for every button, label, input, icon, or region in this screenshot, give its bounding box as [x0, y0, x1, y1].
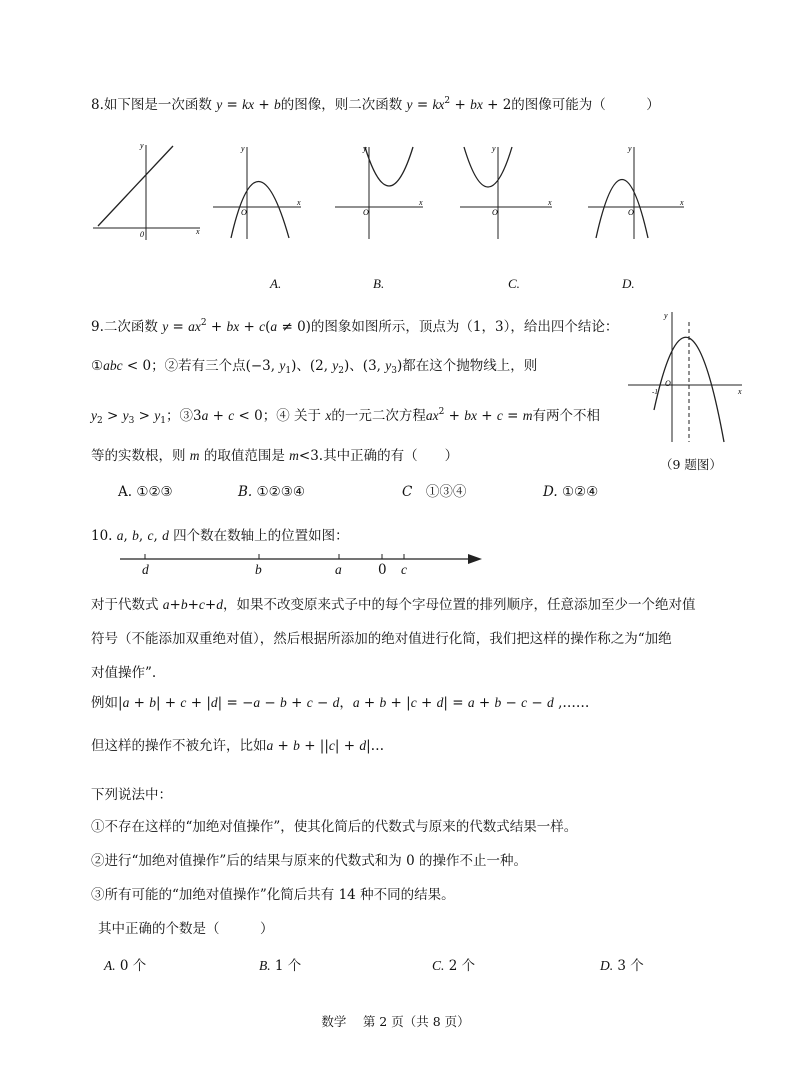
q10-para-1: 对于代数式 a+b+c+d，如果不改变原来式子中的每个字母位置的排列顺序，任意添加至少一个绝对值 [91, 597, 696, 613]
q9-text-1: 二次函数 [103, 319, 158, 335]
q10-number: 10. [91, 528, 113, 544]
q9-line-2: ①abc < 0；②若有三个点(−3, $y_1$)、(2, $y_2$)、(3, $y_3$)都在这个抛物线上，则 [91, 358, 538, 376]
page-footer: 数学 第 2 页（共 8 页） [321, 1014, 470, 1029]
q10-option-b-text: 1 个 [274, 958, 302, 974]
svg-text:y: y [241, 144, 245, 153]
q10-ex-prefix: 例如 [91, 695, 118, 711]
q9-caption: （9 题图） [660, 457, 722, 472]
q10-statement-3: ③所有可能的“加绝对值操作”化简后共有 14 种不同的结果。 [91, 887, 455, 903]
q9-option-d-text: ①②④ [561, 484, 599, 500]
q10-option-a-label: A. [104, 958, 116, 973]
q8-number: 8. [91, 97, 104, 113]
q10-number-line [120, 550, 485, 580]
q8-graph-d [588, 143, 688, 243]
q8-text-2: 的图像，则二次函数 [280, 97, 403, 113]
q10-text-1: 四个数在数轴上的位置如图： [173, 528, 349, 544]
q10-option-d-text: 3 个 [617, 958, 644, 974]
q10-para-3: 对值操作”. [91, 665, 157, 681]
q10-but: 但这样的操作不被允许，比如 [91, 738, 267, 754]
q10-p1b: ，如果不改变原来式子中的每个字母位置的排列顺序，任意添加至少一个绝对值 [222, 597, 696, 613]
q9-l4: 等的实数根，则 [91, 448, 186, 464]
q9-text-2: 的图象如图所示，顶点为（1，3），给出四个结论： [310, 319, 619, 335]
svg-text:x: x [738, 387, 742, 396]
q9-line-4: 等的实数根，则 m 的取值范围是 m<3.其中正确的有（ ） [91, 448, 459, 464]
svg-text:O: O [628, 208, 634, 217]
q10-option-c-text: 2 个 [448, 958, 476, 974]
q9-l3b: ；④ 关于 [262, 408, 322, 424]
q10-option-c [432, 957, 475, 975]
q9-option-d [543, 483, 598, 501]
svg-text:x: x [680, 198, 684, 207]
q8-graph-a [213, 143, 313, 243]
q9-l2a: ① [91, 358, 104, 374]
q9-option-d-label: D. [543, 484, 558, 500]
q9-option-c [402, 483, 466, 501]
svg-text:x: x [419, 198, 423, 207]
svg-text:x: x [548, 198, 552, 207]
q10-counterexample: 但这样的操作不被允许，比如a + b + ||c| + d|… [91, 738, 385, 754]
q10-option-a-text: 0 个 [119, 958, 147, 974]
axis-label-zero: 0 [378, 562, 387, 578]
q8-text-1: 如下图是一次函数 [103, 97, 212, 113]
q10-option-b [259, 957, 301, 975]
axis-label-b: b [255, 562, 262, 577]
q10-option-d-label: D. [600, 958, 614, 973]
q10-stem: 10. a, b, c, d 四个数在数轴上的位置如图： [91, 528, 349, 544]
svg-text:0: 0 [140, 230, 144, 239]
axis-label-c: c [401, 562, 407, 577]
svg-text:O: O [363, 208, 369, 217]
q10-para-2: 符号（不能添加双重绝对值），然后根据所添加的绝对值进行化简，我们把这样的操作称之为“加绝 [91, 631, 672, 647]
q9-number: 9. [91, 319, 104, 335]
svg-text:O: O [241, 208, 247, 217]
q8-text-3: 的图像可能为（ ） [511, 97, 660, 113]
q10-p1a: 对于代数式 [91, 597, 159, 613]
svg-text:y: y [492, 144, 496, 153]
svg-text:O: O [492, 208, 498, 217]
svg-text:y: y [664, 311, 668, 320]
q8-option-a-label: A. [270, 276, 282, 291]
q9-option-c-label: C [402, 484, 413, 500]
q10-option-c-label: C. [432, 958, 445, 973]
q9-l2c: 都在这个抛物线上，则 [402, 358, 538, 374]
q10-statement-1: ①不存在这样的“加绝对值操作”，使其化简后的代数式与原来的代数式结果一样。 [91, 819, 578, 835]
q9-option-b-text: ①②③④ [256, 484, 305, 500]
q9-l3a: ；③ [166, 408, 194, 424]
q10-example: 例如|a + b| + c + |d| = −a − b + c − d，a + b + |c + d| = a + b − c − d ,…… [91, 695, 590, 711]
q9-option-a [118, 483, 173, 501]
q8-linear-graph [88, 140, 208, 245]
svg-text:x: x [196, 227, 200, 236]
svg-text:y: y [140, 141, 144, 150]
q9-l3d: 有两个不相 [532, 408, 601, 424]
q9-l3c: 的一元二次方程 [331, 408, 426, 424]
q8-option-b-label: B. [373, 276, 385, 291]
q9-option-b [238, 483, 305, 501]
q9-parabola-figure [628, 310, 748, 445]
q10-option-a [104, 957, 146, 975]
q8-graph-b [335, 143, 435, 243]
axis-label-a: a [335, 562, 342, 577]
q8-option-d-label: D. [622, 276, 635, 291]
svg-text:x: x [297, 198, 301, 207]
q8-stem: 8.如下图是一次函数 y = kx + b的图像，则二次函数 $y = kx^2$ + bx + 2的图像可能为（ ） [91, 96, 660, 113]
q10-ask: 其中正确的个数是（ ） [98, 921, 274, 937]
q9-line-1: 9.二次函数 $y = ax^2$ + bx + c(a ≠ 0)的图象如图所示，顶点为（1，3），给出四个结论： [91, 318, 619, 335]
q10-statement-2: ②进行“加绝对值操作”后的结果与原来的代数式和为 0 的操作不止一种。 [91, 853, 527, 869]
q9-option-a-label: A. [118, 484, 133, 500]
q9-l4b: 的取值范围是 [203, 448, 285, 464]
svg-text:O: O [665, 379, 671, 388]
axis-label-d: d [142, 562, 149, 577]
q10-list-title: 下列说法中： [91, 787, 172, 803]
q9-option-b-label: B. [238, 484, 253, 500]
svg-text:y: y [628, 144, 632, 153]
q8-option-c-label: C. [508, 276, 520, 291]
q9-option-a-text: ①②③ [136, 484, 173, 500]
q9-option-c-text: ①③④ [425, 484, 467, 500]
q9-l4c: <3.其中正确的有（ ） [298, 448, 459, 464]
q10-option-b-label: B. [259, 958, 271, 973]
svg-text:-1: -1 [652, 388, 658, 396]
q10-option-d [600, 957, 644, 975]
svg-text:y: y [363, 144, 367, 153]
q8-graph-c [460, 143, 560, 243]
q9-line-3: $y_2 > y_3 > y_1$；③3a + c < 0；④ 关于 x的一元二次方程$ax^2$ + bx + c = m有两个不相 [91, 407, 601, 426]
q9-l2b: ；②若有三个点 [151, 358, 246, 374]
